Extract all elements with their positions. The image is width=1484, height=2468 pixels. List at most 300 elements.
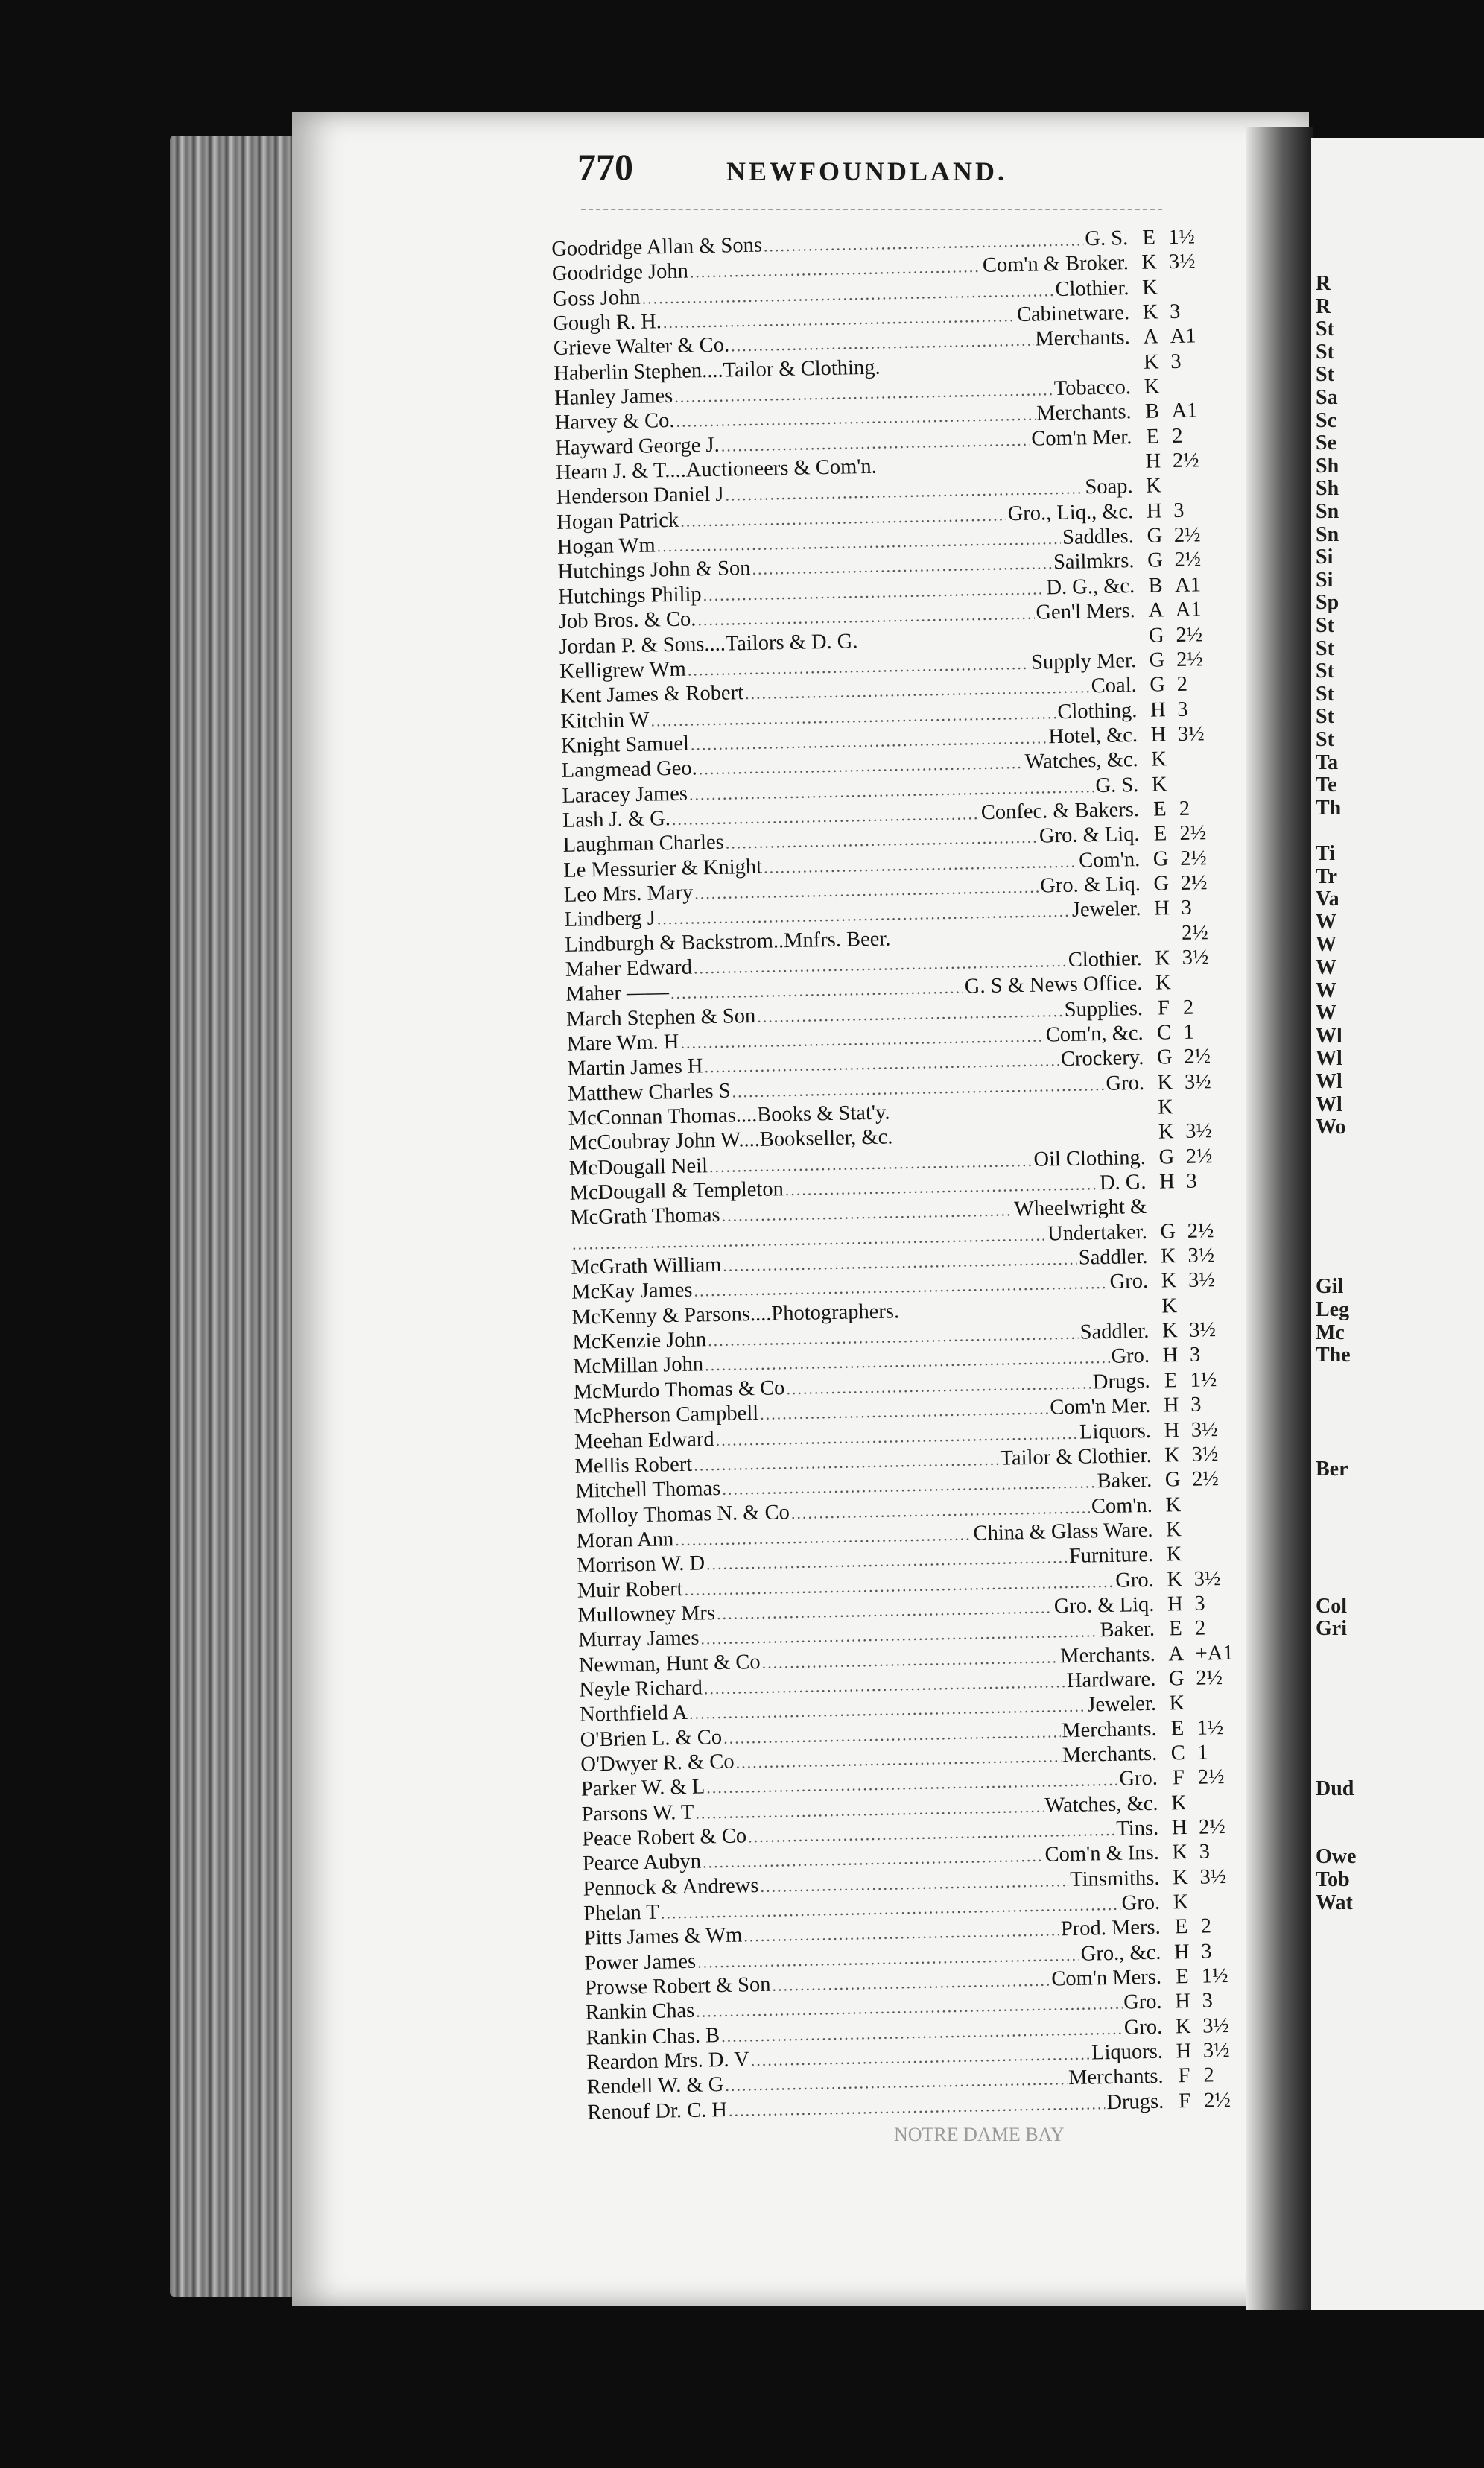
entry-capital-rating: B xyxy=(1144,399,1160,424)
entry-name: Parsons W. T xyxy=(581,1800,694,1826)
entry-credit-rating: A1 xyxy=(1174,573,1202,597)
entry-credit-rating: 2½ xyxy=(1181,920,1209,945)
entry-name: Peace Robert & Co xyxy=(581,1824,747,1851)
entry-name: Lindberg J xyxy=(564,906,656,932)
entry-credit-rating: 3 xyxy=(1181,896,1192,920)
entry-credit-rating: 3½ xyxy=(1193,1566,1221,1591)
entry-capital-rating: H xyxy=(1150,697,1166,722)
entry-capital-rating: K xyxy=(1161,1294,1178,1318)
entry-capital-rating: K xyxy=(1161,1319,1178,1343)
right-page-fragment: Ta xyxy=(1316,750,1339,774)
entry-business: Com'n Mer. xyxy=(1050,1394,1151,1420)
entry-business: Clothier. xyxy=(1055,276,1129,301)
entry-business: Baker. xyxy=(1097,1469,1152,1493)
entry-business: Gro., &c. xyxy=(1080,1940,1161,1966)
entry-name: Northfield A xyxy=(579,1701,688,1727)
entry-name: Power James xyxy=(584,1949,697,1975)
entry-capital-rating: C xyxy=(1156,1021,1172,1045)
entry-capital-rating: K xyxy=(1165,1517,1182,1542)
entry-capital-rating: K xyxy=(1172,1841,1188,1864)
entry-capital-rating: F xyxy=(1172,1766,1185,1790)
entry-capital-rating: E xyxy=(1170,1716,1185,1741)
entry-name: McPherson Campbell xyxy=(574,1402,759,1428)
right-page-fragment: R xyxy=(1316,272,1331,295)
entry-name: Haberlin Stephen....Tailor & Clothing. xyxy=(554,355,881,385)
entry-capital-rating: C xyxy=(1170,1741,1186,1765)
entry-credit-rating xyxy=(1173,789,1232,791)
entry-business: Merchants. xyxy=(1061,1717,1157,1742)
entry-credit-rating: 2½ xyxy=(1176,648,1203,671)
entry-credit-rating: 3 xyxy=(1170,349,1182,373)
entry-business: Coal. xyxy=(1091,674,1137,698)
entry-name: McDougall & Templeton xyxy=(569,1177,784,1205)
entry-credit-rating xyxy=(1183,1311,1243,1312)
entry-capital-rating: K xyxy=(1173,1890,1189,1914)
entry-capital-rating: E xyxy=(1169,1617,1183,1641)
entry-name: Pitts James & Wm xyxy=(583,1923,743,1950)
entry-business: Furniture. xyxy=(1068,1543,1154,1569)
entry-credit-rating: 3½ xyxy=(1187,1244,1215,1268)
entry-credit-rating: 3½ xyxy=(1202,2039,1230,2063)
entry-name: McMurdo Thomas & Co xyxy=(573,1376,785,1404)
entry-business: G. S & News Office. xyxy=(964,972,1143,999)
entry-name: O'Brien L. & Co xyxy=(580,1725,723,1752)
entry-capital-rating: H xyxy=(1175,1990,1191,2013)
entry-business: Com'n & Ins. xyxy=(1044,1841,1160,1867)
entry-credit-rating: 3 xyxy=(1189,1344,1201,1367)
entry-name: Hogan Patrick xyxy=(556,508,679,534)
entry-business: Watches, &c. xyxy=(1024,748,1138,774)
entry-capital-rating: H xyxy=(1167,1592,1183,1616)
entry-credit-rating: 1½ xyxy=(1201,1964,1228,1988)
entry-capital-rating: E xyxy=(1142,226,1156,250)
right-page-fragment: Sn xyxy=(1316,522,1339,546)
entry-name: Laracey James xyxy=(562,782,688,808)
entry-credit-rating: 2½ xyxy=(1174,548,1202,572)
entry-business: Saddler. xyxy=(1079,1319,1150,1344)
right-page-fragment: Se xyxy=(1316,431,1336,455)
entry-credit-rating: 2½ xyxy=(1173,523,1201,548)
right-page-fragment: Sh xyxy=(1316,477,1339,501)
entry-credit-rating: 2½ xyxy=(1185,1144,1213,1168)
entry-credit-rating: 3½ xyxy=(1191,1442,1219,1466)
entry-business: Gro. xyxy=(1121,1890,1161,1915)
entry-credit-rating: 3 xyxy=(1177,697,1188,721)
entry-capital-rating: G xyxy=(1158,1145,1175,1169)
entry-capital-rating: E xyxy=(1174,1915,1188,1939)
right-page-fragment: Tob xyxy=(1316,1868,1350,1891)
entry-name: Lindburgh & Backstrom..Mnfrs. Beer. xyxy=(564,927,891,957)
right-page-fragment: Gri xyxy=(1316,1617,1347,1641)
entry-business: Hardware. xyxy=(1066,1667,1156,1693)
entry-business: China & Glass Ware. xyxy=(973,1518,1153,1545)
entry-credit-rating: 3½ xyxy=(1189,1318,1217,1342)
entry-credit-rating: 1 xyxy=(1183,1020,1195,1044)
entry-business: Merchants. xyxy=(1035,326,1131,351)
entry-business: Liquors. xyxy=(1091,2040,1164,2065)
entry-name: McKay James xyxy=(571,1279,693,1305)
entry-business: Clothier. xyxy=(1068,946,1143,972)
entry-business: Com'n, &c. xyxy=(1045,1021,1144,1047)
entry-business: Gro. xyxy=(1123,1990,1162,2015)
right-page-fragment: Mc xyxy=(1316,1320,1345,1344)
right-page-fragment: St xyxy=(1316,682,1334,706)
entry-credit-rating: 3 xyxy=(1194,1592,1205,1616)
entry-name: Muir Robert xyxy=(577,1577,683,1603)
entry-capital-rating: H xyxy=(1164,1418,1180,1443)
entry-name: Hanley James xyxy=(554,384,673,411)
right-page-fragment: St xyxy=(1316,659,1334,683)
entry-business: Saddles. xyxy=(1062,525,1135,550)
entry-business: Gro. xyxy=(1111,1344,1150,1369)
right-page-fragment: Wl xyxy=(1316,1047,1342,1071)
entry-name: Goodridge Allan & Sons xyxy=(551,233,763,261)
entry-name: Rendell W. & G xyxy=(586,2073,724,2099)
entry-capital-rating: K xyxy=(1166,1542,1182,1566)
entry-business: Merchants. xyxy=(1036,400,1132,425)
entry-credit-rating xyxy=(1194,1907,1254,1908)
entry-name: Rankin Chas xyxy=(585,1999,695,2025)
entry-business: D. G. xyxy=(1099,1170,1147,1195)
entry-credit-rating: 2 xyxy=(1182,996,1194,1019)
entry-capital-rating: E xyxy=(1153,822,1167,846)
entry-credit-rating: 2 xyxy=(1179,797,1190,820)
right-page-fragment: Wl xyxy=(1316,1092,1342,1116)
entry-capital-rating xyxy=(1154,1212,1181,1213)
entry-capital-rating: F xyxy=(1178,2064,1190,2088)
right-page-fragment: Dud xyxy=(1316,1776,1354,1800)
entry-credit-rating: 2 xyxy=(1176,672,1188,697)
entry-credit-rating: A1 xyxy=(1171,399,1198,423)
page-title: NEWFOUNDLAND. xyxy=(726,156,1008,186)
right-page-fragment: Va xyxy=(1316,887,1339,911)
right-page-fragment: Wl xyxy=(1316,1070,1342,1093)
entry-credit-rating: 2½ xyxy=(1198,1815,1226,1839)
entry-capital-rating: A xyxy=(1168,1642,1185,1666)
entry-credit-rating: +A1 xyxy=(1195,1641,1234,1665)
right-page-fragment: The xyxy=(1316,1344,1351,1367)
entry-name: Hearn J. & T....Auctioneers & Com'n. xyxy=(555,455,878,485)
entry-credit-rating: 2½ xyxy=(1197,1765,1225,1790)
right-page xyxy=(1311,138,1484,2310)
right-page-fragment: R xyxy=(1316,294,1331,318)
entry-business: Gro. & Liq. xyxy=(1039,823,1140,848)
entry-capital-rating: K xyxy=(1141,276,1158,300)
entry-name: Murray James xyxy=(577,1626,700,1652)
entry-name: Pearce Aubyn xyxy=(582,1850,702,1876)
entry-credit-rating: 3½ xyxy=(1199,1864,1227,1889)
entry-capital-rating: K xyxy=(1158,1120,1174,1144)
entry-credit-rating: 2½ xyxy=(1176,622,1203,647)
right-page-fragment: Wl xyxy=(1316,1024,1342,1048)
entry-name: Grieve Walter & Co. xyxy=(553,333,730,361)
entry-name: March Stephen & Son xyxy=(565,1004,756,1031)
entry-business: Com'n. xyxy=(1078,847,1141,873)
entry-credit-rating: 3½ xyxy=(1190,1417,1218,1442)
entry-name: Meehan Edward xyxy=(574,1427,714,1454)
entry-credit-rating xyxy=(1164,292,1223,294)
entry-capital-rating: E xyxy=(1152,797,1167,821)
entry-name: Matthew Charles S xyxy=(567,1079,731,1106)
right-page-fragment: Sn xyxy=(1316,500,1339,523)
entry-name: Mullowney Mrs xyxy=(577,1601,716,1627)
entry-business: Liquors. xyxy=(1079,1419,1152,1444)
page-gutter xyxy=(1246,127,1313,2310)
entry-name: Hutchings Philip xyxy=(557,583,702,609)
entry-credit-rating: A1 xyxy=(1175,598,1202,622)
entry-credit-rating xyxy=(1187,1534,1247,1536)
entry-capital-rating: K xyxy=(1145,474,1162,499)
entry-business: Confec. & Bakers. xyxy=(980,797,1140,824)
entry-business: Prod. Mers. xyxy=(1060,1916,1161,1941)
entry-credit-rating: 3½ xyxy=(1185,1119,1213,1144)
entry-name: O'Dwyer R. & Co xyxy=(580,1750,735,1776)
entry-capital-rating: E xyxy=(1164,1368,1178,1393)
entry-name: Job Bros. & Co. xyxy=(558,607,697,634)
header-rule xyxy=(581,209,1162,210)
entry-name: Le Messurier & Knight xyxy=(563,855,763,882)
entry-capital-rating: G xyxy=(1160,1219,1176,1244)
entry-business: Hotel, &c. xyxy=(1048,723,1138,749)
entry-business: Gro. & Liq. xyxy=(1053,1592,1155,1619)
entry-capital-rating: G xyxy=(1147,524,1163,548)
entry-capital-rating: K xyxy=(1167,1567,1183,1592)
entry-name: Leo Mrs. Mary xyxy=(563,881,694,907)
entry-name: McGrath Thomas xyxy=(569,1203,720,1230)
right-page-fragment: St xyxy=(1316,340,1334,364)
entry-business: Merchants. xyxy=(1068,2065,1164,2090)
entry-business: G. S. xyxy=(1095,773,1139,797)
entry-capital-rating: K xyxy=(1170,1791,1187,1815)
entry-credit-rating: 2 xyxy=(1200,1914,1212,1939)
entry-credit-rating: 2½ xyxy=(1203,2088,1231,2113)
entry-capital-rating: H xyxy=(1150,723,1167,747)
entry-capital-rating: K xyxy=(1151,747,1167,771)
entry-capital-rating: H xyxy=(1163,1393,1179,1417)
page-number: 770 xyxy=(577,146,633,188)
entry-business: D. G., &c. xyxy=(1046,574,1135,600)
entry-name: Henderson Daniel J xyxy=(556,483,724,510)
entry-business: Drugs. xyxy=(1106,2089,1164,2114)
entry-credit-rating: 2½ xyxy=(1195,1666,1223,1690)
entry-credit-rating: 2½ xyxy=(1187,1218,1214,1243)
entry-name: Goss John xyxy=(552,285,641,311)
entry-capital-rating: K xyxy=(1169,1692,1185,1715)
entry-name: Martin James H xyxy=(567,1054,703,1081)
entry-business: Merchants. xyxy=(1059,1642,1155,1668)
entry-credit-rating: 1 xyxy=(1196,1741,1208,1765)
entry-capital-rating: H xyxy=(1146,499,1162,523)
entry-name: Hogan Wm xyxy=(556,534,656,560)
entry-capital-rating: K xyxy=(1142,300,1158,324)
entry-name: Parker W. & L xyxy=(580,1775,705,1801)
entry-name: Rankin Chas. B xyxy=(586,2023,720,2050)
right-page-fragment: Te xyxy=(1316,773,1337,797)
entry-capital-rating: K xyxy=(1141,250,1158,275)
right-page-fragment: W xyxy=(1316,910,1336,934)
entry-credit-rating: 3½ xyxy=(1177,722,1205,746)
right-page-fragment: St xyxy=(1316,728,1334,751)
right-page-fragment: Wat xyxy=(1316,1890,1353,1914)
entry-capital-rating: K xyxy=(1175,2014,1191,2039)
entry-business: Crockery. xyxy=(1060,1046,1144,1072)
entry-credit-rating: 2½ xyxy=(1172,449,1199,473)
entry-capital-rating: K xyxy=(1143,350,1159,374)
entry-name: Mare Wm. H xyxy=(566,1030,679,1056)
entry-name: Lash J. & G. xyxy=(562,806,671,832)
entry-name: Mitchell Thomas xyxy=(575,1477,721,1503)
entry-business: Sailmkrs. xyxy=(1053,549,1135,575)
right-page-fragment: Si xyxy=(1316,568,1334,592)
entry-credit-rating: 3 xyxy=(1169,300,1181,324)
entry-capital-rating: K xyxy=(1155,946,1171,970)
entry-business: Jeweler. xyxy=(1087,1692,1157,1717)
entry-name: Jordan P. & Sons....Tailors & D. G. xyxy=(559,629,858,659)
entry-capital-rating: K xyxy=(1157,1095,1174,1119)
entry-name: Pennock & Andrews xyxy=(583,1873,759,1901)
entry-name: Langmead Geo. xyxy=(561,756,698,783)
entry-business: Tobacco. xyxy=(1053,376,1132,401)
entry-capital-rating: K xyxy=(1165,1493,1182,1517)
entry-name: Hutchings John & Son xyxy=(557,557,751,584)
entry-capital-rating: H xyxy=(1173,1940,1190,1964)
entry-business: G. S. xyxy=(1085,227,1129,251)
page-header xyxy=(577,145,1173,190)
entry-business: Gro. xyxy=(1123,2015,1163,2040)
right-page-fragment: Ti xyxy=(1316,842,1335,865)
entry-capital-rating: K xyxy=(1151,772,1167,797)
entry-name: Moran Ann xyxy=(576,1528,674,1553)
entry-name: Kitchin W xyxy=(560,708,650,733)
entry-capital-rating: K xyxy=(1172,1865,1189,1890)
right-page-fragment: St xyxy=(1316,317,1334,341)
entry-credit-rating: 2 xyxy=(1203,2063,1215,2088)
entry-business: Soap. xyxy=(1085,475,1133,499)
entry-credit-rating: 2½ xyxy=(1191,1467,1220,1491)
entry-name: Phelan T xyxy=(583,1900,660,1926)
entry-business: Tailor & Clothier. xyxy=(1000,1443,1152,1470)
right-page-fragment: Sp xyxy=(1316,591,1339,615)
right-page-fragment: Sh xyxy=(1316,454,1339,478)
entry-name: McKenzie John xyxy=(572,1328,707,1354)
entry-credit-rating xyxy=(1187,1510,1246,1511)
entry-capital-rating: K xyxy=(1157,1070,1173,1095)
entry-business: Com'n. xyxy=(1091,1493,1153,1518)
right-page-fragment: W xyxy=(1316,1002,1336,1025)
right-page-fragment: St xyxy=(1316,614,1334,637)
entry-credit-rating: 3 xyxy=(1199,1840,1211,1864)
entry-name: McConnan Thomas....Books & Stat'y. xyxy=(568,1101,890,1130)
right-page-fragment: St xyxy=(1316,705,1334,729)
entry-business: Wheelwright & xyxy=(1013,1195,1147,1221)
entry-capital-rating: G xyxy=(1164,1468,1181,1492)
entry-business: Supply Mer. xyxy=(1030,648,1137,674)
entry-credit-rating: 3½ xyxy=(1184,1069,1211,1094)
entry-capital-rating: G xyxy=(1149,648,1165,672)
entry-business: Gro. xyxy=(1119,1767,1158,1791)
entry-business: Gen'l Mers. xyxy=(1036,599,1136,624)
entry-credit-rating: 2½ xyxy=(1180,871,1208,895)
directory-listing xyxy=(551,224,1258,2125)
entry-capital-rating: H xyxy=(1162,1344,1179,1367)
entry-credit-rating xyxy=(1165,392,1225,393)
entry-business: Gro., Liq., &c. xyxy=(1007,499,1134,526)
entry-business: Merchants. xyxy=(1062,1741,1158,1768)
entry-credit-rating xyxy=(1190,1709,1250,1710)
entry-name: McDougall Neil xyxy=(568,1154,708,1180)
entry-credit-rating: 3½ xyxy=(1182,946,1209,969)
entry-credit-rating xyxy=(1177,988,1237,990)
entry-capital-rating: A xyxy=(1143,325,1159,349)
entry-capital-rating: H xyxy=(1158,1170,1176,1194)
entry-business: Cabinetware. xyxy=(1016,301,1130,327)
entry-business: Jeweler. xyxy=(1071,897,1141,923)
entry-capital-rating: K xyxy=(1160,1244,1177,1268)
entry-capital-rating: G xyxy=(1156,1045,1173,1069)
entry-name: Prowse Robert & Son xyxy=(584,1972,771,2000)
entry-credit-rating: 2½ xyxy=(1183,1045,1211,1069)
right-page-fragment: Th xyxy=(1316,796,1342,820)
entry-credit-rating: 1½ xyxy=(1190,1367,1217,1392)
entry-credit-rating: 2½ xyxy=(1179,846,1208,870)
entry-capital-rating: F xyxy=(1178,2089,1191,2113)
entry-credit-rating: A1 xyxy=(1170,324,1196,349)
entry-capital-rating: F xyxy=(1157,996,1170,1020)
entry-capital-rating: A xyxy=(1148,598,1164,622)
entry-capital-rating: G xyxy=(1150,673,1166,697)
entry-credit-rating: 2 xyxy=(1194,1616,1206,1641)
entry-capital-rating: K xyxy=(1161,1269,1177,1293)
entry-credit-rating: 3 xyxy=(1186,1169,1198,1193)
entry-name: Reardon Mrs. D. V xyxy=(586,2048,750,2075)
entry-name: Kent James & Robert xyxy=(559,681,744,709)
entry-capital-rating: G xyxy=(1153,872,1170,896)
entry-credit-rating: 1½ xyxy=(1167,225,1196,250)
entry-business: Watches, &c. xyxy=(1044,1791,1158,1817)
entry-name: Morrison W. D xyxy=(576,1551,705,1578)
right-page-fragment: W xyxy=(1316,978,1336,1002)
entry-capital-rating: H xyxy=(1145,449,1161,473)
entry-name: Newman, Hunt & Co xyxy=(578,1650,761,1677)
entry-credit-rating: 3 xyxy=(1173,499,1185,522)
entry-name: Kelligrew Wm xyxy=(559,657,687,683)
entry-credit-rating: 1½ xyxy=(1196,1715,1224,1740)
right-page-fragment: W xyxy=(1316,933,1336,957)
entry-name: McMillan John xyxy=(572,1352,704,1379)
entry-name: Maher Edward xyxy=(565,955,693,981)
entry-name: McGrath William xyxy=(571,1253,722,1279)
entry-business: Oil Clothing. xyxy=(1033,1145,1147,1171)
entry-business: Gro. xyxy=(1109,1270,1149,1294)
entry-capital-rating: G xyxy=(1148,623,1165,648)
entry-business: Drugs. xyxy=(1092,1369,1150,1394)
entry-credit-rating: 3½ xyxy=(1187,1268,1215,1293)
entry-business: Gro. & Liq. xyxy=(1039,872,1141,898)
entry-capital-rating: H xyxy=(1171,1816,1187,1840)
entry-business: Com'n Mers. xyxy=(1051,1965,1162,1991)
entry-name: Knight Samuel xyxy=(560,732,690,758)
entry-capital-rating: E xyxy=(1175,1965,1189,1989)
right-page-fragment: Gil xyxy=(1316,1275,1344,1299)
entry-credit-rating xyxy=(1179,1113,1239,1114)
entry-credit-rating: 3 xyxy=(1201,1940,1212,1964)
entry-name: Harvey & Co. xyxy=(554,409,675,435)
entry-capital-rating: B xyxy=(1148,574,1163,598)
entry-business: Com'n Mer. xyxy=(1031,425,1132,451)
right-page-fragment: Si xyxy=(1316,545,1334,569)
entry-credit-rating: 3½ xyxy=(1202,2013,1230,2038)
right-page-fragment: Owe xyxy=(1316,1845,1357,1869)
